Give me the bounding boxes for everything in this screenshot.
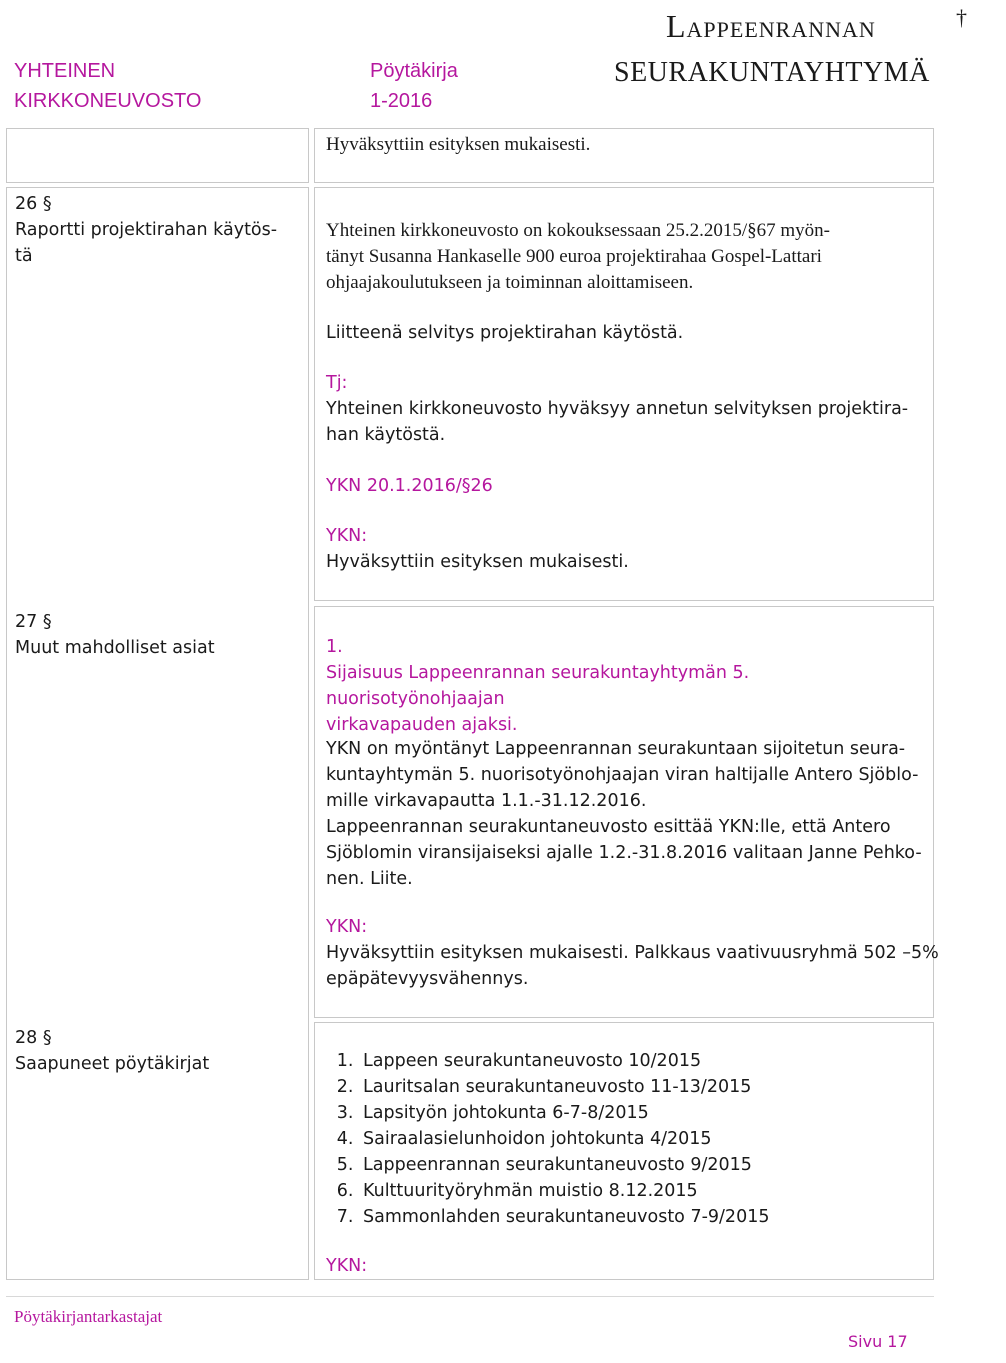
ykn-label: YKN:: [326, 917, 368, 937]
section-title: Muut mahdolliset asiat: [15, 638, 215, 658]
sec27-item: [326, 634, 926, 738]
list-item: 6. Kulttuurityöryhmän muistio 8.12.2015: [359, 1178, 926, 1204]
section-title: Saapuneet pöytäkirjat: [15, 1054, 210, 1074]
sections-left-col: [6, 187, 309, 1280]
doc-type: Pöytäkirja: [370, 60, 458, 82]
subject-line: virkavapauden ajaksi.: [326, 715, 518, 735]
decision-line: Hyväksyttiin esityksen mukaisesti. Palkkaus vaativuusryhmä 502 –5%: [326, 943, 939, 963]
section-title-line2: tä: [15, 246, 33, 266]
org-name: [614, 5, 968, 90]
text-line: nen. Liite.: [326, 869, 413, 889]
decision-line: epäpätevyysvähennys.: [326, 969, 529, 989]
header-title-line1: YHTEINEN: [14, 60, 116, 82]
section-26-heading: [15, 191, 305, 269]
header-doc: [370, 58, 458, 114]
text-line: kuntayhtymän 5. nuorisotyönohjaajan viran haltijalle Antero Sjöblo-: [326, 765, 919, 785]
sec26-reference: YKN 20.1.2016/§26: [326, 476, 493, 496]
text-line: Yhteinen kirkkoneuvosto on kokouksessaan 25.2.2015/§67 myön-: [326, 220, 830, 241]
header-title-line2: KIRKKONEUVOSTO: [14, 90, 202, 112]
header-left: [14, 58, 201, 114]
section-sign-icon: §: [42, 194, 52, 214]
ykn-label: YKN:: [326, 1256, 368, 1276]
section-27-heading: [15, 609, 305, 661]
section-28-heading: [15, 1025, 305, 1077]
ykn-label: YKN:: [326, 526, 368, 546]
list-item: 5. Lappeenrannan seurakuntaneuvosto 9/2015: [359, 1152, 926, 1178]
text-line: mille virkavapautta 1.1.-31.12.2016.: [326, 791, 647, 811]
list-item: 3. Lapsityön johtokunta 6-7-8/2015: [359, 1100, 926, 1126]
sec27-body: [326, 736, 931, 892]
row-continued-left: [6, 128, 309, 183]
section-title-line1: Raportti projektirahan käytös-: [15, 220, 278, 240]
footer-reviewers: Pöytäkirjantarkastajat: [14, 1307, 163, 1326]
continued-decision: Hyväksyttiin esityksen mukaisesti.: [326, 134, 591, 155]
cross-icon: †: [956, 5, 968, 30]
sec26-ykn-block: [326, 523, 926, 575]
doc-number: 1-2016: [370, 90, 433, 112]
tj-label: Tj:: [326, 373, 348, 393]
text-line: ohjaajakoulutukseen ja toiminnan aloittamiseen.: [326, 272, 694, 293]
sec26-attachment: Liitteenä selvitys projektirahan käytöstä.: [326, 323, 684, 343]
received-minutes-list: [326, 1048, 926, 1230]
page-number: Sivu 17: [848, 1332, 908, 1351]
org-name-line2: SEURAKUNTAYHTYMÄ: [614, 57, 930, 88]
decision-text: Hyväksyttiin esityksen mukaisesti.: [326, 552, 629, 572]
text-line: tänyt Susanna Hankaselle 900 euroa projektirahaa Gospel-Lattari: [326, 246, 822, 267]
footer-separator: [6, 1296, 934, 1297]
subject-line: Sijaisuus Lappeenrannan seurakuntayhtymän 5. nuorisotyönohjaajan: [326, 663, 750, 709]
sec26-tj-block: [326, 370, 926, 448]
list-item: 4. Sairaalasielunhoidon johtokunta 4/2015: [359, 1126, 926, 1152]
section-sign-icon: §: [42, 612, 52, 632]
text-line: Yhteinen kirkkoneuvosto hyväksyy annetun selvityksen projektira-: [326, 399, 909, 419]
list-item: 7. Sammonlahden seurakuntaneuvosto 7-9/2015: [359, 1204, 926, 1230]
text-line: han käytöstä.: [326, 425, 446, 445]
section-number: 27: [15, 612, 38, 632]
list-item: 2. Lauritsalan seurakuntaneuvosto 11-13/2015: [359, 1074, 926, 1100]
section-number: 28: [15, 1028, 38, 1048]
section-number: 26: [15, 194, 38, 214]
section-sign-icon: §: [42, 1028, 52, 1048]
list-item: 1. Lappeen seurakuntaneuvosto 10/2015: [359, 1048, 926, 1074]
text-line: Lappeenrannan seurakuntaneuvosto esittää YKN:lle, että Antero: [326, 817, 891, 837]
sec27-ykn-block: [326, 914, 946, 992]
sec26-paragraph: [326, 218, 926, 296]
org-name-line1: Lappeenrannan: [666, 8, 876, 44]
text-line: Sjöblomin viransijaiseksi ajalle 1.2.-31.8.2016 valitaan Janne Pehko-: [326, 843, 922, 863]
item-number: 1.: [326, 637, 343, 657]
text-line: YKN on myöntänyt Lappeenrannan seurakuntaan sijoitetun seura-: [326, 739, 906, 759]
